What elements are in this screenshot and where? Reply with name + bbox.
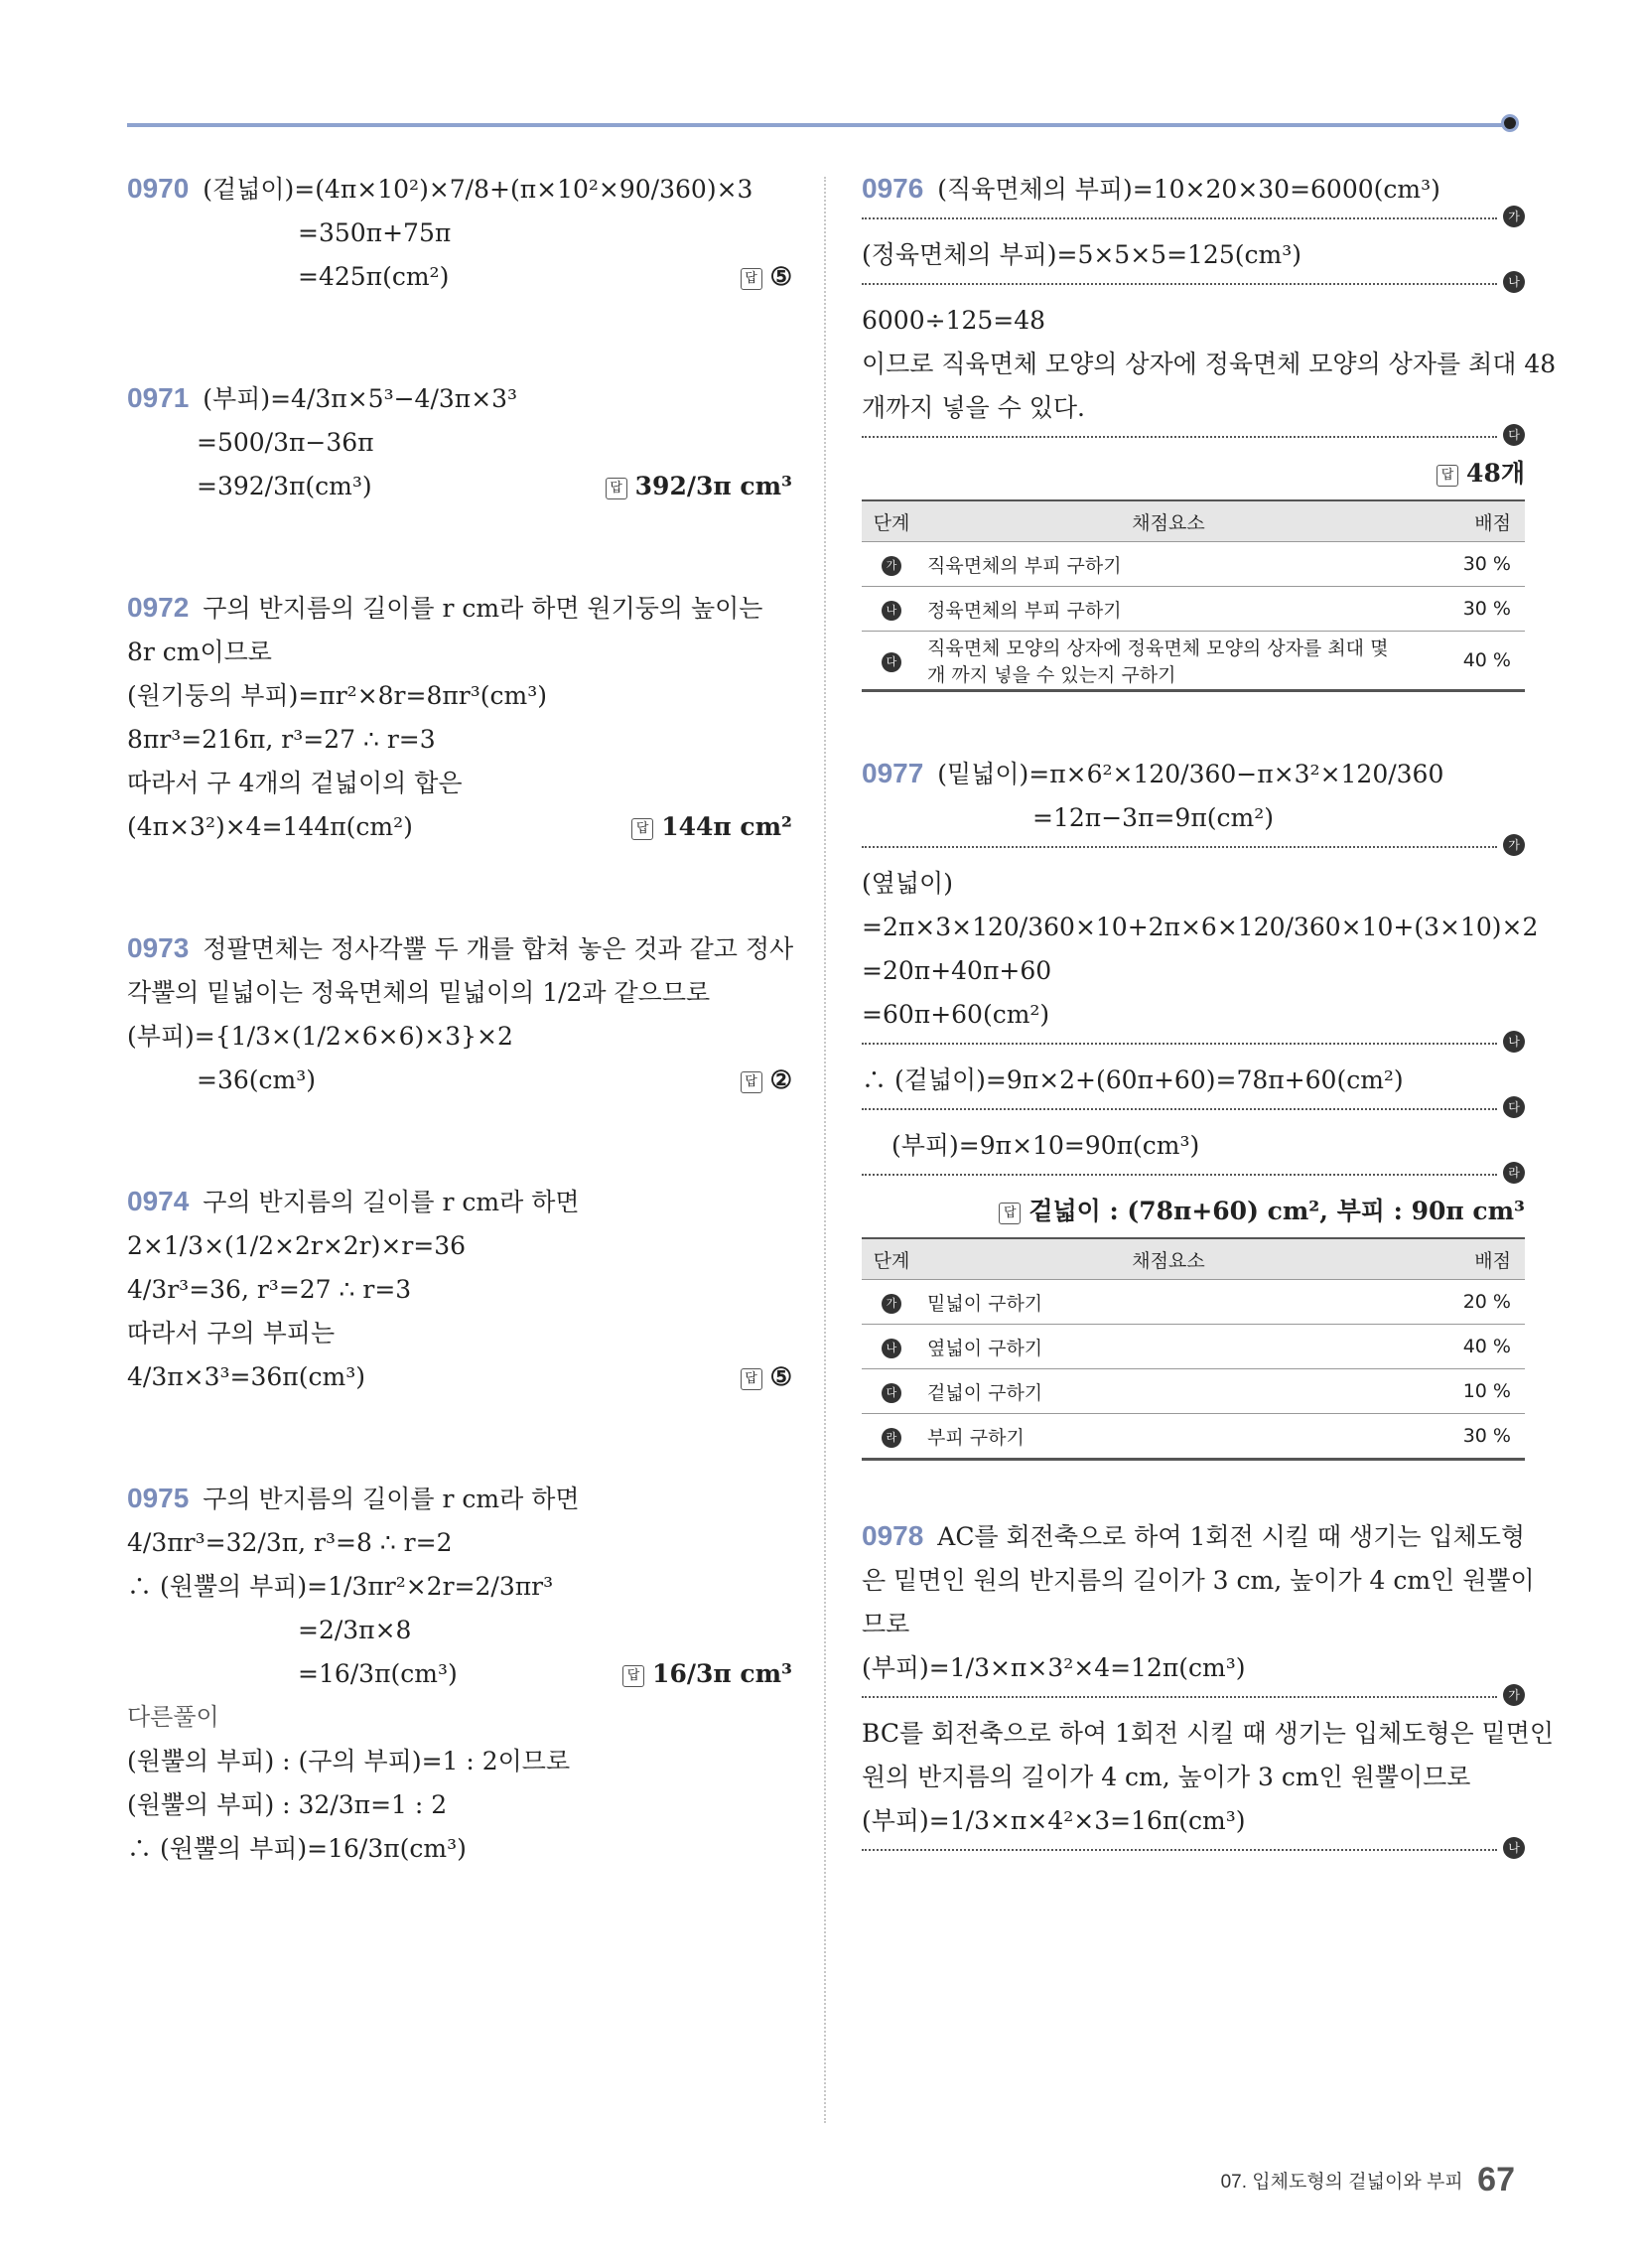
table-header-row bbox=[862, 500, 1525, 542]
solution-line: 2×1/3×(1/2×2r×2r)×r=36 bbox=[127, 1231, 467, 1260]
step-marker-na: 나 bbox=[1503, 1837, 1525, 1859]
solution-line: (밑넓이)=π×6²×120/360−π×3²×120/360 bbox=[937, 760, 1444, 788]
solution-line: 원의 반지름의 길이가 4 cm, 높이가 3 cm인 원뿔이므로 bbox=[862, 1763, 1471, 1791]
solution-line: =12π−3π=9π(cm²) bbox=[1032, 803, 1274, 832]
table-row bbox=[862, 542, 1525, 587]
table-row bbox=[862, 587, 1525, 632]
alternative-solution-label: 다른풀이 bbox=[127, 1704, 219, 1731]
solution-line: =425π(cm²) bbox=[298, 262, 450, 291]
answer-icon: 답 bbox=[741, 1368, 762, 1390]
scoring-table bbox=[862, 1237, 1525, 1461]
problem-number: 0974 bbox=[127, 1186, 190, 1216]
answer bbox=[741, 255, 792, 299]
solution-line: (부피)=4/3π×5³−4/3π×3³ bbox=[203, 384, 518, 413]
step-marker: 가 bbox=[882, 556, 901, 576]
answer bbox=[741, 1355, 792, 1399]
problem-0971 bbox=[127, 376, 792, 508]
solution-line: =16/3π(cm³) bbox=[298, 1659, 458, 1688]
solution-line: (부피)=1/3×π×3²×4=12π(cm³) bbox=[862, 1653, 1246, 1682]
step-marker: 나 bbox=[882, 601, 901, 621]
solution-line: 따라서 구의 부피는 bbox=[127, 1319, 336, 1347]
step-marker-na: 나 bbox=[1503, 271, 1525, 293]
solution-line: 4/3πr³=32/3π, r³=8 ∴ r=2 bbox=[127, 1528, 453, 1557]
solution-line: (원기둥의 부피)=πr²×8r=8πr³(cm³) bbox=[127, 681, 548, 710]
solution-line: 4/3r³=36, r³=27 ∴ r=3 bbox=[127, 1275, 412, 1304]
solution-line: 각뿔의 밑넓이는 정육면체의 밑넓이의 1/2과 같으므로 bbox=[127, 978, 711, 1007]
answer-icon: 답 bbox=[622, 1665, 644, 1687]
solution-line: =2/3π×8 bbox=[298, 1616, 412, 1644]
table-cell: 밑넓이 구하기 bbox=[921, 1280, 1416, 1325]
answer bbox=[606, 465, 792, 508]
answer bbox=[622, 1652, 792, 1696]
right-column bbox=[862, 167, 1557, 1928]
top-rule-dot bbox=[1501, 114, 1519, 132]
solution-line: (4π×3²)×4=144π(cm²) bbox=[127, 812, 413, 841]
answer-icon: 답 bbox=[606, 478, 627, 499]
table-cell: 직육면체 모양의 상자에 정육면체 모양의 상자를 최대 몇 개 까지 넣을 수 있는지 구하기 bbox=[921, 632, 1416, 691]
table-cell: 30 % bbox=[1416, 1414, 1525, 1460]
table-cell: 정육면체의 부피 구하기 bbox=[921, 587, 1416, 632]
answer-value: 겉넓이 : (78π+60) cm², 부피 : 90π cm³ bbox=[1028, 1197, 1525, 1225]
solution-line: (정육면체의 부피)=5×5×5=125(cm³) bbox=[862, 240, 1301, 269]
answer bbox=[741, 1059, 792, 1102]
solution-line: AC를 회전축으로 하여 1회전 시킬 때 생기는 입체도형 bbox=[937, 1522, 1526, 1551]
solution-line: 이므로 직육면체 모양의 상자에 정육면체 모양의 상자를 최대 48 bbox=[862, 350, 1557, 378]
answer-icon: 답 bbox=[741, 268, 762, 290]
solution-line: (옆넓이) bbox=[862, 869, 953, 898]
answer-icon: 답 bbox=[631, 818, 653, 840]
step-marker-na: 나 bbox=[1503, 1031, 1525, 1053]
solution-line: (부피)={1/3×(1/2×6×6)×3}×2 bbox=[127, 1022, 513, 1051]
solution-line: BC를 회전축으로 하여 1회전 시킬 때 생기는 입체도형은 밑면인 bbox=[862, 1719, 1555, 1748]
solution-line: (원뿔의 부피) : (구의 부피)=1 : 2이므로 bbox=[127, 1747, 571, 1775]
problem-0977 bbox=[862, 752, 1539, 1461]
problem-number: 0971 bbox=[127, 382, 190, 413]
solution-line: ∴ (원뿔의 부피)=16/3π(cm³) bbox=[127, 1834, 467, 1863]
table-row bbox=[862, 1325, 1525, 1369]
solution-line: 구의 반지름의 길이를 r cm라 하면 bbox=[203, 1188, 580, 1216]
solution-line: (부피)=1/3×π×4²×3=16π(cm³) bbox=[862, 1806, 1246, 1835]
column-header: 채점요소 bbox=[921, 500, 1416, 542]
table-row bbox=[862, 1280, 1525, 1325]
solution-line: =500/3π−36π bbox=[197, 428, 374, 457]
problem-0972 bbox=[127, 586, 792, 849]
answer-value: ⑤ bbox=[769, 1362, 792, 1391]
solution-line: 구의 반지름의 길이를 r cm라 하면 원기둥의 높이는 bbox=[203, 594, 763, 623]
solution-line: 따라서 구 4개의 겉넓이의 합은 bbox=[127, 769, 463, 797]
table-cell: 40 % bbox=[1416, 632, 1525, 691]
table-cell: 30 % bbox=[1416, 587, 1525, 632]
solution-line: 개까지 넣을 수 있다. bbox=[862, 393, 1085, 422]
solution-line: =2π×3×120/360×10+2π×6×120/360×10+(3×10)×2 bbox=[862, 913, 1539, 941]
column-header: 채점요소 bbox=[921, 1238, 1416, 1280]
column-header: 배점 bbox=[1416, 1238, 1525, 1280]
solution-line: ∴ (겉넓이)=9π×2+(60π+60)=78π+60(cm²) bbox=[862, 1065, 1404, 1094]
solution-line: =60π+60(cm²) bbox=[862, 1000, 1050, 1029]
problem-0978 bbox=[862, 1514, 1555, 1855]
step-marker-ra: 라 bbox=[1503, 1162, 1525, 1184]
table-header-row bbox=[862, 1238, 1525, 1280]
solution-line: =350π+75π bbox=[298, 218, 452, 247]
solution-line: 6000÷125=48 bbox=[862, 306, 1046, 335]
problem-number: 0977 bbox=[862, 758, 924, 788]
answer-icon: 답 bbox=[999, 1203, 1021, 1224]
solution-line: 은 밑면인 원의 반지름의 길이가 3 cm, 높이가 4 cm인 원뿔이 bbox=[862, 1566, 1535, 1595]
step-divider bbox=[862, 210, 1520, 223]
step-marker: 라 bbox=[882, 1428, 901, 1448]
problem-number: 0972 bbox=[127, 592, 190, 623]
column-header: 배점 bbox=[1416, 500, 1525, 542]
answer bbox=[862, 452, 1525, 496]
step-marker-ga: 가 bbox=[1503, 1684, 1525, 1706]
answer-value: ② bbox=[769, 1065, 792, 1094]
solution-line: 므로 bbox=[862, 1610, 910, 1638]
table-cell: 직육면체의 부피 구하기 bbox=[921, 542, 1416, 587]
problem-number: 0975 bbox=[127, 1483, 190, 1513]
problem-number: 0973 bbox=[127, 932, 190, 963]
answer-value: 144π cm² bbox=[661, 812, 792, 841]
answer bbox=[631, 805, 792, 849]
table-cell: 10 % bbox=[1416, 1369, 1525, 1414]
scoring-table bbox=[862, 499, 1525, 692]
problem-number: 0976 bbox=[862, 173, 924, 204]
step-divider bbox=[862, 1100, 1520, 1114]
table-row bbox=[862, 1414, 1525, 1460]
table-row bbox=[862, 632, 1525, 691]
problem-0970 bbox=[127, 167, 792, 299]
answer-icon: 답 bbox=[1437, 465, 1458, 487]
table-cell: 20 % bbox=[1416, 1280, 1525, 1325]
problem-0975 bbox=[127, 1477, 792, 1871]
table-cell: 40 % bbox=[1416, 1325, 1525, 1369]
answer-value: 392/3π cm³ bbox=[634, 472, 792, 500]
solution-line: 8r cm이므로 bbox=[127, 638, 272, 666]
step-marker: 다 bbox=[882, 652, 901, 672]
solution-line: (부피)=9π×10=90π(cm³) bbox=[891, 1131, 1200, 1160]
problem-0976 bbox=[862, 167, 1557, 692]
answer bbox=[862, 1190, 1525, 1233]
top-rule bbox=[127, 123, 1515, 127]
answer-icon: 답 bbox=[741, 1071, 762, 1093]
problem-0973 bbox=[127, 926, 792, 1102]
step-marker-da: 다 bbox=[1503, 424, 1525, 446]
step-marker: 가 bbox=[882, 1294, 901, 1314]
table-cell: 옆넓이 구하기 bbox=[921, 1325, 1416, 1369]
step-marker-ga: 가 bbox=[1503, 834, 1525, 856]
solution-line: =36(cm³) bbox=[197, 1065, 316, 1094]
left-column bbox=[127, 167, 792, 1948]
solution-line: =392/3π(cm³) bbox=[197, 472, 372, 500]
chapter-title: 07. 입체도형의 겉넓이와 부피 bbox=[1220, 2172, 1463, 2193]
step-marker: 다 bbox=[882, 1383, 901, 1403]
step-divider bbox=[862, 1035, 1520, 1049]
step-divider bbox=[862, 1166, 1520, 1180]
solution-line: (원뿔의 부피) : 32/3π=1 : 2 bbox=[127, 1790, 448, 1819]
step-divider bbox=[862, 1688, 1520, 1702]
table-cell: 겉넓이 구하기 bbox=[921, 1369, 1416, 1414]
table-row bbox=[862, 1369, 1525, 1414]
step-divider bbox=[862, 428, 1520, 442]
step-marker-da: 다 bbox=[1503, 1096, 1525, 1118]
solution-line: (직육면체의 부피)=10×20×30=6000(cm³) bbox=[937, 175, 1440, 204]
step-divider bbox=[862, 1841, 1520, 1855]
solution-line: ∴ (원뿔의 부피)=1/3πr²×2r=2/3πr³ bbox=[127, 1572, 554, 1601]
solution-line: =20π+40π+60 bbox=[862, 956, 1052, 985]
table-cell: 30 % bbox=[1416, 542, 1525, 587]
step-marker-ga: 가 bbox=[1503, 206, 1525, 227]
answer-value: 48개 bbox=[1466, 459, 1525, 488]
solution-line: 정팔면체는 정사각뿔 두 개를 합쳐 놓은 것과 같고 정사 bbox=[203, 934, 794, 963]
page-number: 67 bbox=[1477, 2161, 1515, 2198]
problem-number: 0970 bbox=[127, 173, 190, 204]
answer-value: ⑤ bbox=[769, 262, 792, 291]
solution-line: 4/3π×3³=36π(cm³) bbox=[127, 1362, 365, 1391]
column-header: 단계 bbox=[862, 500, 921, 542]
step-marker: 나 bbox=[882, 1339, 901, 1358]
table-cell: 부피 구하기 bbox=[921, 1414, 1416, 1460]
column-header: 단계 bbox=[862, 1238, 921, 1280]
solution-line: 8πr³=216π, r³=27 ∴ r=3 bbox=[127, 725, 436, 754]
solution-line: 구의 반지름의 길이를 r cm라 하면 bbox=[203, 1485, 580, 1513]
problem-0974 bbox=[127, 1180, 792, 1399]
column-divider bbox=[824, 177, 826, 2123]
solution-line: (겉넓이)=(4π×10²)×7/8+(π×10²×90/360)×3 bbox=[203, 175, 753, 204]
page-footer bbox=[1221, 2161, 1515, 2199]
problem-number: 0978 bbox=[862, 1520, 924, 1551]
step-divider bbox=[862, 838, 1520, 852]
step-divider bbox=[862, 275, 1520, 289]
answer-value: 16/3π cm³ bbox=[652, 1659, 792, 1688]
